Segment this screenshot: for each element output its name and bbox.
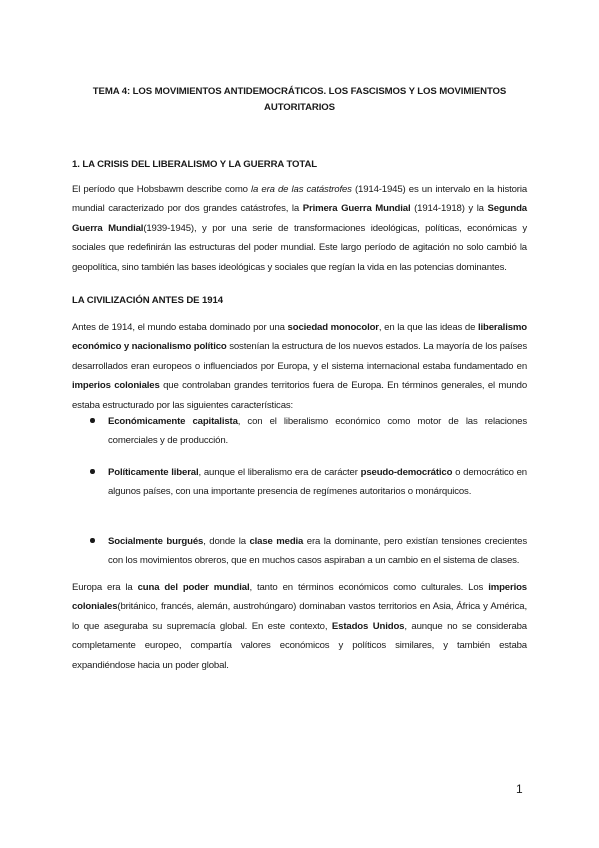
list-item-text xyxy=(108,416,527,446)
bold-text: imperios coloniales xyxy=(72,380,160,392)
bold-text: imperios coloniales xyxy=(72,582,527,613)
paragraph-civilizacion xyxy=(72,318,527,415)
text-run: , tanto en términos económicos como culturales. Los xyxy=(249,582,489,593)
section-heading-crisis: 1. LA CRISIS DEL LIBERALISMO Y LA GUERRA TOTAL xyxy=(72,159,318,170)
text-run: , donde la xyxy=(203,536,250,547)
text-run: , con el liberalismo económico como motor de las relaciones comerciales y de producción. xyxy=(108,416,527,447)
text-run: , aunque el liberalismo era de carácter xyxy=(198,467,361,478)
italic-text: la era de las catástrofes xyxy=(251,184,352,195)
text-run: (británico, francés, alemán, austrohúngaro) dominaban vastos territorios en Asia, África y América, lo que aseguraba su supremacía global. En este contexto, xyxy=(72,601,527,632)
bullet-icon xyxy=(90,418,95,423)
list-item xyxy=(90,412,527,451)
bold-text: Políticamente liberal xyxy=(108,467,199,478)
document-title: TEMA 4: LOS MOVIMIENTOS ANTIDEMOCRÁTICOS. LOS FASCISMOS Y LOS MOVIMIENTOS AUTORITARIOS xyxy=(92,86,507,113)
text-run: o democrático en algunos países, con una importante presencia de regímenes autoritarios o monárquicos. xyxy=(108,467,527,498)
text-run: que controlaban grandes territorios fuera de Europa. En términos generales, el mundo estaba estructurado por las siguientes características: xyxy=(72,380,528,411)
text-run: El período que Hobsbawm describe como xyxy=(72,184,252,195)
list-item xyxy=(90,463,527,502)
page-number: 1 xyxy=(516,782,523,796)
bold-text: clase media xyxy=(249,536,304,547)
text-run: (1914-1918) y la xyxy=(410,203,488,215)
text-run: , aunque no se consideraba completamente europeo, compartía valores económicos y políticos similares, y también estaba expandiéndose hacia un poder global. xyxy=(72,620,527,671)
text-run: (1939-1945), y por una serie de transformaciones ideológicas, políticas, económicas y sociales que redefinirán las estructuras del poder mundial. Este largo período de agitación no solo cambió la geopolítica, sino también las bases ideológicas y sociales que regían la vida en las potencias dominantes. xyxy=(72,222,527,273)
section-heading-civilizacion: LA CIVILIZACIÓN ANTES DE 1914 xyxy=(72,295,223,306)
text-run: (1914-1945) es un intervalo en la historia mundial caracterizado por dos grandes catástrofes, la xyxy=(72,184,528,215)
list-item-text xyxy=(108,467,527,497)
text-run: , en la que las ideas de xyxy=(378,322,478,333)
text-run: Antes de 1914, el mundo estaba dominado por una xyxy=(72,322,288,333)
bold-text: Segunda Guerra Mundial xyxy=(72,203,527,234)
bullet-icon xyxy=(90,538,95,543)
bullet-icon xyxy=(90,469,95,474)
list-item xyxy=(90,532,527,571)
bold-text: Primera Guerra Mundial xyxy=(302,203,411,215)
bold-text: liberalismo económico y nacionalismo político xyxy=(72,322,527,353)
bold-text: Estados Unidos xyxy=(331,620,405,632)
bold-text: Económicamente capitalista xyxy=(108,416,238,427)
paragraph-intro xyxy=(72,180,527,277)
bold-text: Socialmente burgués xyxy=(108,536,204,547)
bold-text: cuna del poder mundial xyxy=(137,582,250,593)
text-run: Europa era la xyxy=(72,582,138,593)
bold-text: pseudo-democrático xyxy=(360,467,453,478)
text-run: era la dominante, pero existían tensiones crecientes con los movimientos obreros, que en muchos casos aspiraban a un cambio en el sistema de clases. xyxy=(108,536,527,567)
paragraph-closing xyxy=(72,578,527,675)
bold-text: sociedad monocolor xyxy=(287,322,379,333)
text-run: sostenían la estructura de los nuevos estados. La mayoría de los países desarrollados eran europeos o influenciados por Europa, y el sistema internacional estaba fundamentado en xyxy=(72,341,527,372)
list-item-text xyxy=(108,536,527,566)
